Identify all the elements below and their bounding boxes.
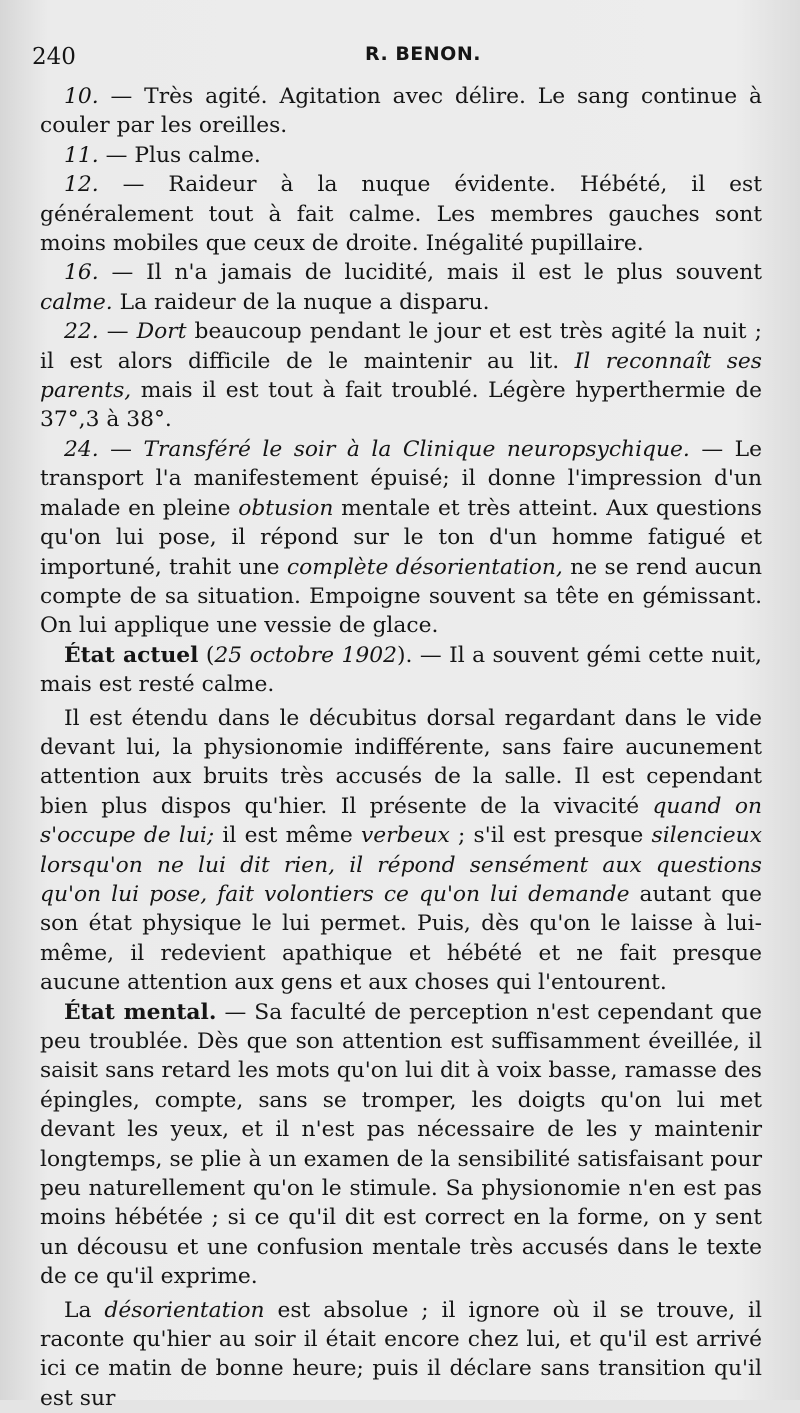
paragraph bbox=[40, 435, 762, 641]
page-number: 240 bbox=[32, 44, 76, 70]
paragraph-text: ; s'il est presque bbox=[449, 823, 652, 849]
italic-text: 24. bbox=[64, 436, 99, 462]
paragraph-text: — bbox=[98, 319, 137, 345]
paragraph-text: — Sa faculté de perception n'est cependant que peu troublée. Dès que son attention est suffisamment éveillée, il saisit sans retard les mots qu'on lui dit à voix basse, ramasse des épingles, compte, sans se tromper, les doigts qu'on lui met devant les yeux, et il n'est pas nécessaire de les y maintenir longtemps, se plie à un examen de la sensibilité satisfaisant pour peu naturellement qu'on le stimule. Sa physionomie n'en est pas moins hébétée ; si ce qu'il dit est correct en la forme, on y sent un décousu et une confusion mentale très accusés dans le texte de ce qu'il exprime. bbox=[40, 999, 762, 1290]
italic-text: Il reconnaît ses parents, bbox=[40, 348, 762, 404]
paragraph-text: La bbox=[64, 1297, 105, 1323]
italic-text: 12. bbox=[64, 172, 99, 198]
paragraph bbox=[40, 170, 762, 258]
paragraph-text: Il est étendu dans le décubitus dorsal regardant dans le vide devant lui, la physionomie indifférente, sans faire aucunement attention aux bruits très accusés de la salle. Il est cependant bien plus dispos qu'hier. Il présente de la vivacité bbox=[40, 705, 762, 819]
italic-text: silencieux lorsqu'on ne lui dit rien, il répond sensément aux questions qu'on lui pose, fait volontiers ce qu'on lui demande bbox=[40, 823, 762, 907]
paragraph-text: beaucoup pendant le jour et est très agité la nuit ; il est alors difficile de le maintenir au lit. bbox=[40, 319, 763, 374]
running-head: R. BENON. bbox=[365, 43, 481, 65]
section-heading: État mental. bbox=[64, 999, 217, 1025]
paragraph bbox=[40, 82, 762, 141]
paragraph-text: La raideur de la nuque a disparu. bbox=[112, 289, 490, 315]
paragraph-text: ne se rend aucun compte de sa situation. Empoigne souvent sa tête en gémissant. On lui applique une vessie de glace. bbox=[40, 554, 762, 639]
paragraph-text: — Plus calme. bbox=[98, 142, 261, 168]
italic-text: Transféré le soir à la Clinique neuropsychique. bbox=[143, 436, 690, 462]
paragraph bbox=[40, 141, 762, 170]
page-body bbox=[40, 82, 762, 1413]
paragraph bbox=[40, 1296, 762, 1413]
italic-text: calme. bbox=[40, 289, 113, 315]
paragraph-text: — Très agité. Agitation avec délire. Le sang continue à couler par les oreilles. bbox=[40, 84, 762, 139]
paragraph bbox=[40, 258, 762, 317]
italic-text: 25 octobre 1902 bbox=[214, 642, 397, 668]
page-header bbox=[32, 38, 760, 78]
italic-text: obtusion bbox=[238, 495, 334, 521]
italic-text: complète désorientation, bbox=[286, 554, 563, 580]
paragraph bbox=[40, 998, 762, 1292]
italic-text: désorientation bbox=[104, 1297, 265, 1323]
paragraph-text: il est même bbox=[214, 823, 361, 849]
paragraph-text: — Le transport l'a manifestement épuisé; il donne l'impression d'un malade en pleine bbox=[40, 436, 762, 521]
italic-text: Dort bbox=[136, 319, 187, 345]
paragraph-text: — Raideur à la nuque évidente. Hébété, il est généralement tout à fait calme. Les membres gauches sont moins mobiles que ceux de droite. Inégalité pupillaire. bbox=[40, 172, 762, 257]
paragraph-text: — Il n'a jamais de lucidité, mais il est le plus souvent bbox=[98, 260, 762, 286]
paragraph bbox=[40, 317, 762, 435]
italic-text: quand on s'occupe de lui; bbox=[40, 793, 762, 849]
italic-text: 10. bbox=[64, 84, 99, 109]
italic-text: verbeux bbox=[360, 823, 450, 849]
paragraph bbox=[40, 641, 762, 700]
paragraph-text: — bbox=[98, 436, 144, 462]
italic-text: 22. bbox=[64, 319, 99, 345]
italic-text: 11. bbox=[64, 142, 99, 168]
paragraph-text: mentale et très atteint. Aux questions qu'on lui pose, il répond sur le ton d'un homme fatigué et importuné, trahit une bbox=[40, 495, 762, 580]
paragraph-text: est absolue ; il ignore où il se trouve, il raconte qu'hier au soir il était encore chez lui, et qu'il est arrivé ici ce matin de bonne heure; puis il déclare sans transition qu'il est sur bbox=[40, 1297, 762, 1411]
italic-text: 16. bbox=[64, 260, 99, 286]
paragraph-text: ). — Il a souvent gémi cette nuit, mais est resté calme. bbox=[40, 642, 762, 698]
paragraph bbox=[40, 704, 762, 998]
paragraph-text: ( bbox=[198, 642, 215, 668]
paragraph-text: autant que son état physique le lui permet. Puis, dès qu'on le laisse à lui-même, il redevient apathique et hébété et ne fait presque aucune attention aux gens et aux choses qui l'entourent. bbox=[40, 881, 762, 996]
paragraph-text: mais il est tout à fait troublé. Légère hyperthermie de 37°,3 à 38°. bbox=[40, 378, 762, 433]
section-heading: État actuel bbox=[64, 642, 199, 668]
